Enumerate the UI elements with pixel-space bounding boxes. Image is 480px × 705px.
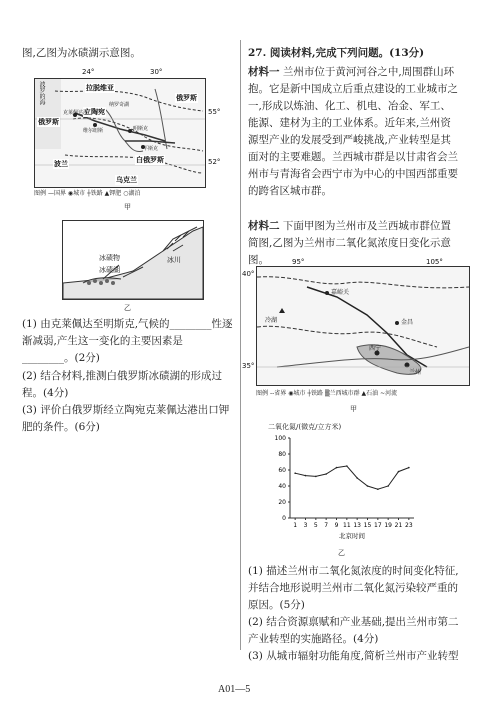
- diagram-label: 冰碛湖: [99, 266, 120, 274]
- place-label: 纳罗奇湖: [109, 102, 130, 108]
- country-label: 俄罗斯: [38, 118, 59, 126]
- place-label: 西宁: [369, 345, 382, 352]
- material-one-text: 兰州市位于黄河河谷之中,周围群山环抱。它是新中国成立后重点建设的工业城市之一,形成以炼油、化工、机电、冶金、军工、能源、建材为主的工业体系。近年来,兰州资源型产业的发展受到严峻挑战,产业转型是其面对的主要难题。兰西城市群是以甘肃省会兰州市与青海省会西宁市为中心的中国西部重要的跨省区城市群。: [248, 66, 458, 197]
- map-caption: 甲: [124, 203, 131, 211]
- x-tick-label: 9: [334, 522, 339, 529]
- question-text: (1) 由克莱佩达至明斯克,气候的________性逐渐减弱,产生这一变化的主要因素是________。(2分): [22, 318, 233, 364]
- lon-label: 95°: [292, 258, 305, 266]
- lat-label: 35°: [242, 362, 255, 370]
- data-point: [305, 475, 307, 477]
- legend-item: 石油: [366, 390, 379, 397]
- lat-label: 52°: [208, 158, 221, 166]
- data-point: [398, 471, 400, 473]
- country-label: 乌克兰: [116, 176, 137, 184]
- legend-item: 钾肥: [109, 190, 122, 197]
- question-text: (3) 从城市辐射功能角度,简析兰州市产业转型: [248, 650, 459, 662]
- sea-label: 波罗的海: [38, 81, 45, 105]
- data-point: [408, 467, 410, 469]
- country-label: 立陶宛: [84, 108, 105, 116]
- x-tick-label: 13: [353, 522, 361, 529]
- place-label: 嘉峪关: [331, 289, 350, 296]
- country-label: 拉脱维亚: [86, 84, 114, 92]
- legend-item: 城市: [293, 390, 306, 397]
- diagram-caption: 乙: [124, 304, 131, 312]
- lat-label: 55°: [208, 108, 221, 116]
- belarus-map: [22, 68, 232, 200]
- x-tick-label: 19: [384, 522, 392, 529]
- country-label: 俄罗斯: [176, 94, 197, 102]
- data-point: [367, 485, 369, 487]
- legend-item: 省界: [274, 390, 287, 397]
- y-tick-label: 20: [278, 499, 286, 506]
- x-tick-label: 1: [293, 522, 298, 529]
- data-point: [387, 485, 389, 487]
- legend-item: 铁路: [311, 390, 324, 397]
- y-tick-label: 60: [278, 467, 286, 474]
- y-tick-label: 0: [282, 515, 286, 522]
- diagram-label: 冰碛物: [99, 254, 120, 262]
- map-legend: 图例 —国界 ◉城市 ┼铁路 ▲钾肥 ○湖泊: [34, 190, 141, 197]
- data-point: [325, 473, 327, 475]
- legend-item: 城市: [73, 190, 86, 197]
- page-number: A01—5: [218, 684, 251, 695]
- legend-prefix: 图例: [256, 390, 269, 397]
- lanzhou-map-frame: [256, 266, 470, 386]
- x-tick-label: 5: [313, 522, 318, 529]
- question-text: (2) 结合材料,推测白俄罗斯冰碛湖的形成过程。(4分): [22, 370, 223, 399]
- question-text: (3) 评价白俄罗斯经立陶宛克莱佩达港出口钾肥的条件。(6分): [22, 404, 230, 433]
- diagram-label: 冰川: [167, 256, 181, 264]
- lat-label: 40°: [242, 270, 255, 278]
- x-tick-label: 23: [405, 522, 413, 529]
- legend-item: 湖泊: [128, 190, 141, 197]
- question-text: (2) 结合资源禀赋和产业基础,提出兰州市第二产业转型的实施路径。(4分): [248, 616, 459, 645]
- material-two-label: 材料二: [248, 220, 280, 232]
- left-intro: 图,乙图为冰碛湖示意图。: [22, 47, 141, 59]
- data-point: [346, 465, 348, 467]
- no2-line-chart: [262, 432, 422, 552]
- legend-item: 河流: [385, 390, 398, 397]
- data-point: [315, 476, 317, 478]
- series-line: [295, 466, 409, 489]
- material-two-text: 下面甲图为兰州市及兰西城市群位置简图,乙图为兰州市二氧化氮浓度日变化示意图。: [248, 220, 451, 266]
- place-label: 克莱佩达港: [63, 110, 89, 116]
- x-tick-label: 11: [343, 522, 351, 529]
- map-legend: 图例 --省界 ◉城市 ┼铁路 ▒兰西城市群 ▲石油 ~河流: [256, 390, 398, 397]
- data-point: [336, 467, 338, 469]
- lon-label: 24°: [82, 68, 95, 76]
- y-tick-label: 40: [278, 483, 286, 490]
- country-label: 波兰: [54, 160, 68, 168]
- lon-label: 30°: [150, 68, 163, 76]
- lon-label: 105°: [426, 258, 443, 266]
- legend-item: 铁路: [90, 190, 103, 197]
- x-tick-label: 15: [363, 522, 372, 529]
- y-tick-label: 80: [278, 451, 286, 458]
- map-caption: 甲: [350, 405, 357, 413]
- x-axis-label: 北京时间: [339, 532, 365, 540]
- legend-prefix: 图例: [34, 190, 47, 197]
- material-one-label: 材料一: [248, 66, 280, 78]
- material-one: [248, 64, 460, 200]
- chart-caption: 乙: [338, 549, 345, 557]
- place-label: 冷湖: [265, 317, 278, 324]
- x-tick-label: 17: [374, 522, 382, 529]
- place-label: 兰州: [409, 369, 422, 376]
- question-text: (1) 描述兰州市二氧化氮浓度的时间变化特征,并结合地形说明兰州市二氧化氮污染较严重的原因。(5分): [248, 565, 459, 611]
- glacial-lake-diagram: [62, 220, 204, 300]
- question-heading: 27. 阅读材料,完成下列问题。(13分): [248, 47, 425, 59]
- data-point: [377, 488, 379, 490]
- country-label: 白俄罗斯: [136, 156, 164, 164]
- lanzhou-map-svg: [257, 267, 469, 385]
- data-point: [294, 472, 296, 474]
- x-tick-label: 21: [394, 522, 403, 529]
- place-label: 明斯克: [133, 126, 149, 132]
- belarus-map-frame: [34, 78, 206, 188]
- place-label: 金昌: [401, 319, 414, 326]
- legend-item: 兰西城市群: [329, 390, 360, 397]
- chart-title: 二氧化氮/(微克/立方米): [268, 423, 342, 431]
- lanzhou-map: [242, 258, 472, 404]
- place-label: 维尔纽斯: [83, 128, 104, 134]
- data-point: [356, 477, 358, 479]
- place-label: 平斯克: [143, 146, 159, 152]
- glacial-lake-svg: [63, 221, 203, 299]
- legend-item: 国界: [53, 190, 66, 197]
- x-tick-label: 3: [303, 522, 308, 529]
- column-divider: [240, 40, 241, 650]
- x-tick-label: 7: [324, 522, 329, 529]
- y-tick-label: 100: [274, 435, 286, 442]
